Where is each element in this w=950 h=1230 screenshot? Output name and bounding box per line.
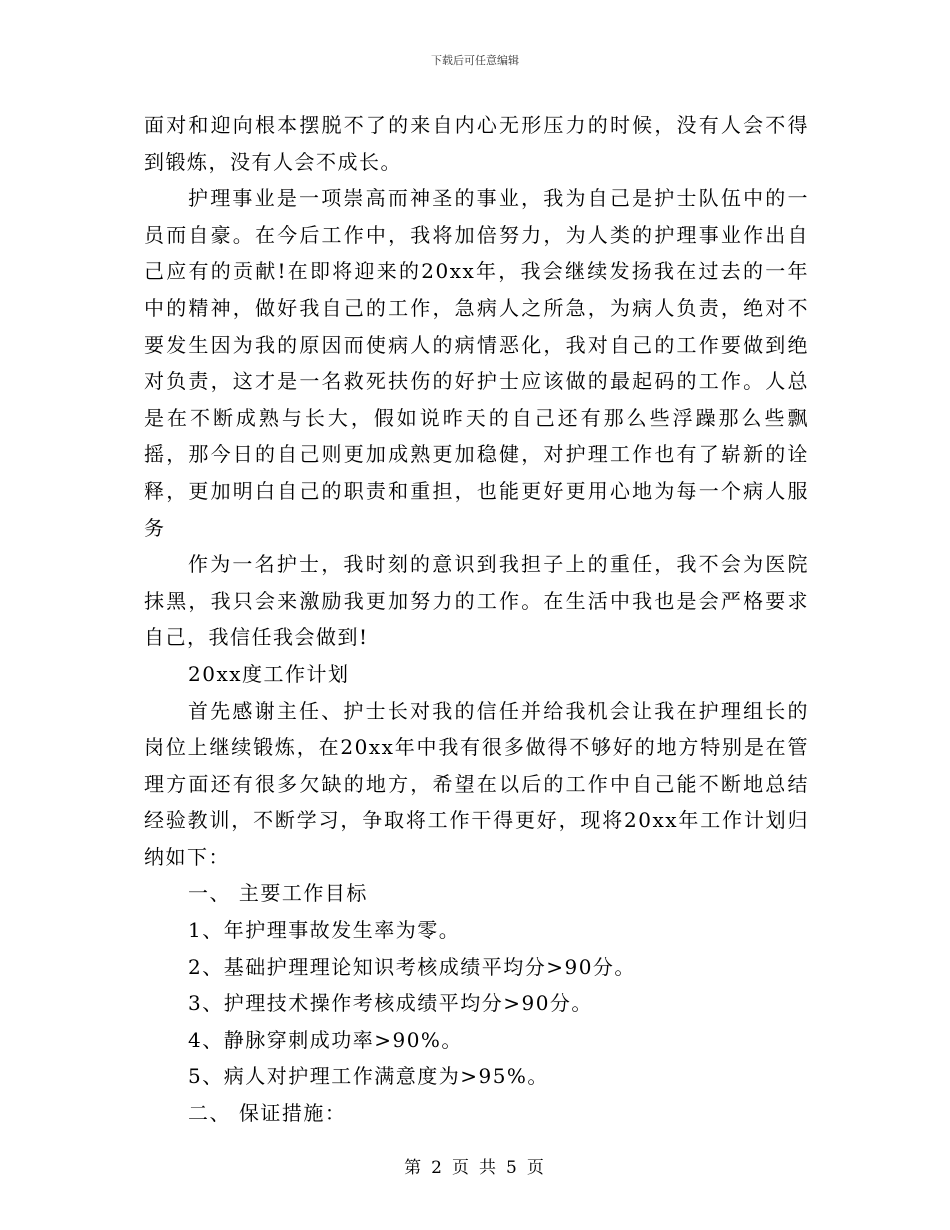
footer-total-pages: 5	[506, 1158, 519, 1178]
footer-total-prefix: 共	[479, 1158, 498, 1178]
heading-main-goals: 一、 主要工作目标	[188, 881, 368, 906]
goal-item-3: 3、护理技术操作考核成绩平均分>90分。	[188, 991, 593, 1016]
goal-item-2: 2、基础护理理论知识考核成绩平均分>90分。	[188, 954, 636, 979]
page-header-note: 下载后可任意编辑	[431, 54, 519, 67]
paragraph-thanks: 首先感谢主任、护士长对我的信任并给我机会让我在护理组长的岗位上继续锻炼，在20xx年中我有很多做得不够好的地方特别是在管理方面还有很多欠缺的地方，希望在以后的工作中自己能不断地总结经验教训，不断学习，争取将工作干得更好，现将20xx年工作计划归纳如下：	[144, 698, 809, 869]
section-title-work-plan: 20xx度工作计划	[188, 661, 350, 686]
document-body	[144, 107, 809, 1132]
goal-item-4: 4、静脉穿刺成功率>90%。	[188, 1027, 463, 1052]
goal-item-1: 1、年护理事故发生率为零。	[188, 918, 461, 943]
paragraph-continuation: 面对和迎向根本摆脱不了的来自内心无形压力的时候，没有人会不得到锻炼，没有人会不成长。	[144, 113, 809, 174]
goal-item-5: 5、病人对护理工作满意度为>95%。	[188, 1064, 549, 1089]
heading-guarantee-measures: 二、 保证措施：	[188, 1101, 347, 1126]
paragraph-nursing-career: 护理事业是一项崇高而神圣的事业，我为自己是护士队伍中的一员而自豪。在今后工作中，我将加倍努力，为人类的护理事业作出自己应有的贡献!在即将迎来的20xx年，我会继续发扬我在过去的一年中的精神，做好我自己的工作，急病人之所急，为病人负责，绝对不要发生因为我的原因而使病人的病情恶化，我对自己的工作要做到绝对负责，这才是一名救死扶伤的好护士应该做的最起码的工作。人总是在不断成熟与长大，假如说昨天的自己还有那么些浮躁那么些飘摇，那今日的自己则更加成熟更加稳健，对护理工作也有了崭新的诠释，更加明白自己的职责和重担，也能更好更用心地为每一个病人服务	[144, 186, 809, 540]
footer-page-prefix: 第	[404, 1158, 424, 1178]
footer-page-word: 页	[452, 1158, 471, 1178]
footer-total-word: 页	[526, 1158, 546, 1178]
footer-page-number: 2	[431, 1158, 444, 1178]
paragraph-nurse-duty: 作为一名护士，我时刻的意识到我担子上的重任，我不会为医院抹黑，我只会来激励我更加努力的工作。在生活中我也是会严格要求自己，我信任我会做到!	[144, 552, 809, 650]
page-footer	[0, 1153, 950, 1178]
